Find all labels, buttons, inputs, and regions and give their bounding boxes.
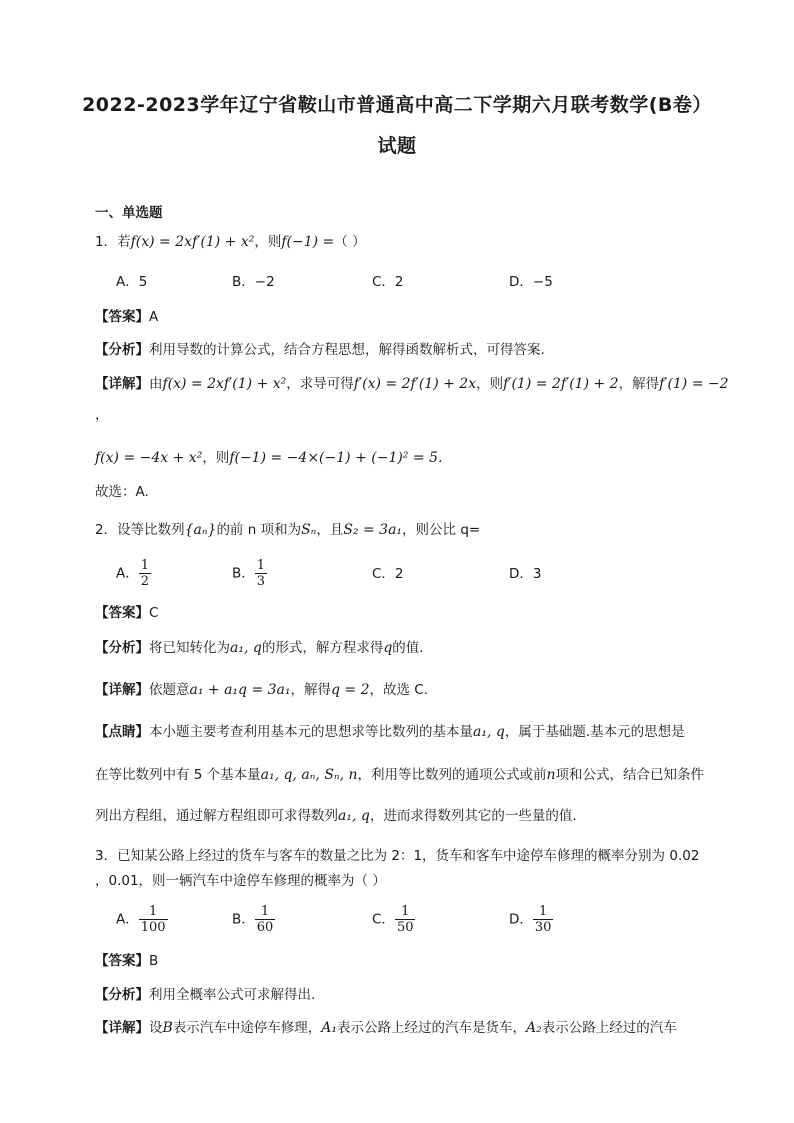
question-3-option-b: B． $\frac{1}{60}$ [232, 904, 274, 935]
question-1-detail-line2: ， [95, 407, 109, 423]
question-3-option-a: A． $\frac{1}{100}$ [116, 904, 166, 935]
question-1-answer: 【答案】A [95, 309, 159, 325]
question-2-option-d: D．3 [509, 566, 542, 582]
question-2-comment-line2: 在等比数列中有 5 个基本量a₁, q, aₙ, Sₙ, n，利用等比数列的通项公式或前n项和公式，结合已知条件 [95, 767, 705, 783]
question-3-stem-line2: ，0.01，则一辆汽车中途停车修理的概率为（ ） [95, 873, 386, 889]
question-3-answer: 【答案】B [95, 953, 159, 969]
question-1-conclusion: 故选：A. [95, 484, 149, 500]
question-2-detail: 【详解】依题意a₁ + a₁q = 3a₁，解得q = 2，故选 C. [95, 682, 429, 698]
question-2-analysis: 【分析】将已知转化为a₁, q的形式，解方程求得q的值. [95, 640, 424, 656]
document-title-line1: 2022-2023学年辽宁省鞍山市普通高中高二下学期六月联考数学(B卷） [82, 94, 712, 116]
question-3-stem-line1: 3．已知某公路上经过的货车与客车的数量之比为 2：1，货车和客车中途停车修理的概率分别为 0.02 [95, 848, 700, 864]
question-1-option-d: D．−5 [509, 274, 553, 290]
question-1-detail-line1: 【详解】由f(x) = 2xf′(1) + x²，求导可得f′(x) = 2f′(1) + 2x，则f′(1) = 2f′(1) + 2，解得f′(1) = −2 [95, 376, 729, 392]
question-3-option-d: D． $\frac{1}{30}$ [509, 904, 552, 935]
question-3-analysis: 【分析】利用全概率公式可求解得出. [95, 987, 316, 1003]
question-1-option-c: C．2 [372, 274, 404, 290]
question-3-option-c: C． $\frac{1}{50}$ [372, 904, 414, 935]
question-2-answer: 【答案】C [95, 605, 159, 621]
question-2-stem: 2．设等比数列{aₙ}的前 n 项和为Sₙ，且S₂ = 3a₁，则公比 q= [95, 522, 481, 538]
question-2-comment-line3: 列出方程组，通过解方程组即可求得数列a₁, q，进而求得数列其它的一些量的值. [95, 808, 577, 824]
question-2-option-b: B． $\frac{1}{3}$ [232, 558, 266, 589]
document-title-line2: 试题 [377, 135, 417, 157]
question-1-stem: 1．若f(x) = 2xf′(1) + x²，则f(−1) =（ ） [95, 234, 366, 250]
question-2-comment-line1: 【点睛】本小题主要考查利用基本元的思想求等比数列的基本量a₁, q，属于基础题.基本元的思想是 [95, 724, 685, 740]
question-1-detail-line3: f(x) = −4x + x²，则f(−1) = −4×(−1) + (−1)² = 5. [95, 450, 443, 466]
question-1-analysis: 【分析】利用导数的计算公式，结合方程思想，解得函数解析式，可得答案. [95, 342, 545, 358]
section-heading: 一、单选题 [95, 205, 163, 221]
question-3-detail: 【详解】设B表示汽车中途停车修理，A₁表示公路上经过的汽车是货车，A₂表示公路上经过的汽车 [95, 1020, 677, 1036]
question-2-option-c: C．2 [372, 566, 404, 582]
question-1-option-b: B．−2 [232, 274, 275, 290]
question-1-option-a: A．5 [116, 274, 148, 290]
question-2-option-a: A． $\frac{1}{2}$ [116, 558, 150, 589]
